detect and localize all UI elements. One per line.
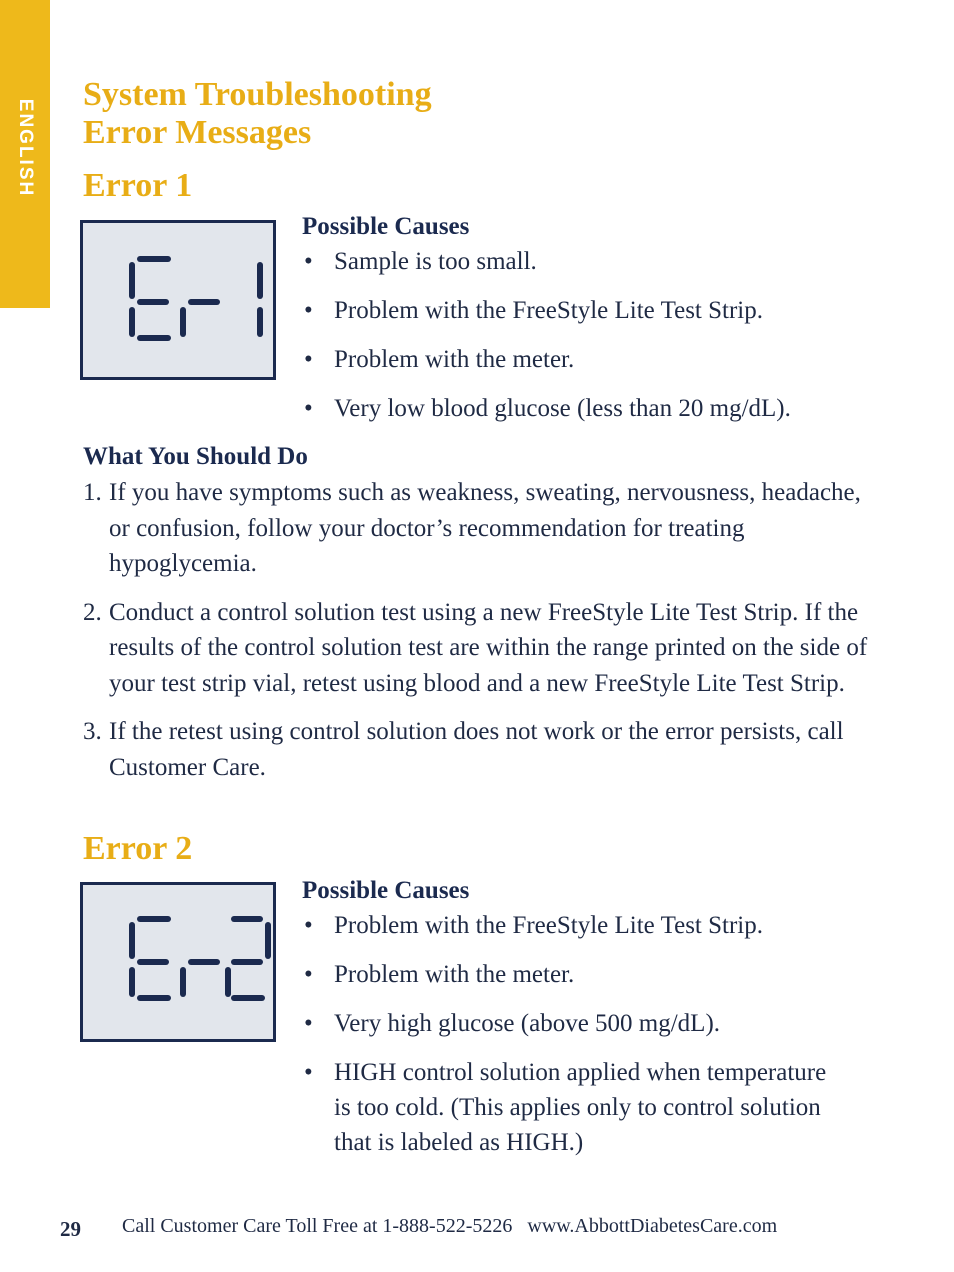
error1-display bbox=[80, 220, 276, 380]
footer-contact: Call Customer Care Toll Free at 1-888-522-5226 www.AbbottDiabetesCare.com bbox=[122, 1215, 778, 1237]
error2-display-glyphs-er2 bbox=[83, 885, 273, 1039]
error1-display-glyphs-er1 bbox=[83, 223, 273, 377]
list-item: • Sample is too small. bbox=[302, 244, 872, 279]
list-item: • Problem with the FreeStyle Lite Test Strip. bbox=[302, 293, 872, 328]
language-tab bbox=[0, 0, 50, 308]
step-text: If the retest using control solution does not work or the error persists, call Customer Care. bbox=[109, 718, 844, 781]
list-item: • Problem with the meter. bbox=[302, 957, 872, 992]
language-tab-label: ENGLISH bbox=[15, 98, 36, 198]
error1-causes-list bbox=[302, 244, 872, 440]
list-item: • Problem with the meter. bbox=[302, 342, 872, 377]
step-item bbox=[83, 714, 883, 785]
list-item: • Very high glucose (above 500 mg/dL). bbox=[302, 1006, 872, 1041]
page-title-line2: Error Messages bbox=[83, 114, 312, 151]
step-item bbox=[83, 595, 883, 702]
error1-heading: Error 1 bbox=[83, 167, 193, 204]
list-item: • HIGH control solution applied when temperature is too cold. (This applies only to control solution that is labeled as HIGH.) bbox=[302, 1055, 834, 1160]
error1-possible-causes-label: Possible Causes bbox=[302, 213, 470, 240]
list-item: • Problem with the FreeStyle Lite Test Strip. bbox=[302, 908, 872, 943]
page-title bbox=[83, 76, 432, 152]
step-text: If you have symptoms such as weakness, sweating, nervousness, headache, or confusion, follow your doctor’s recommendation for treating hypoglycemia. bbox=[109, 479, 861, 577]
step-item bbox=[83, 475, 883, 582]
error1-steps-list bbox=[83, 475, 883, 798]
page-title-line1: System Troubleshooting bbox=[83, 76, 432, 113]
error2-display bbox=[80, 882, 276, 1042]
step-number: 2. bbox=[83, 598, 102, 626]
error2-heading: Error 2 bbox=[83, 830, 193, 867]
step-text: Conduct a control solution test using a new FreeStyle Lite Test Strip. If the results of the control solution test are within the range printed on the side of your test strip vial, retest using blood and a new FreeStyle Lite Test Strip. bbox=[109, 598, 868, 697]
step-number: 1. bbox=[83, 479, 102, 506]
error2-possible-causes-label: Possible Causes bbox=[302, 877, 470, 904]
what-you-should-do-label: What You Should Do bbox=[83, 443, 308, 470]
step-number: 3. bbox=[83, 718, 102, 745]
list-item: • Very low blood glucose (less than 20 mg/dL). bbox=[302, 391, 872, 426]
page-number: 29 bbox=[60, 1217, 81, 1241]
error2-causes-list bbox=[302, 908, 872, 1174]
